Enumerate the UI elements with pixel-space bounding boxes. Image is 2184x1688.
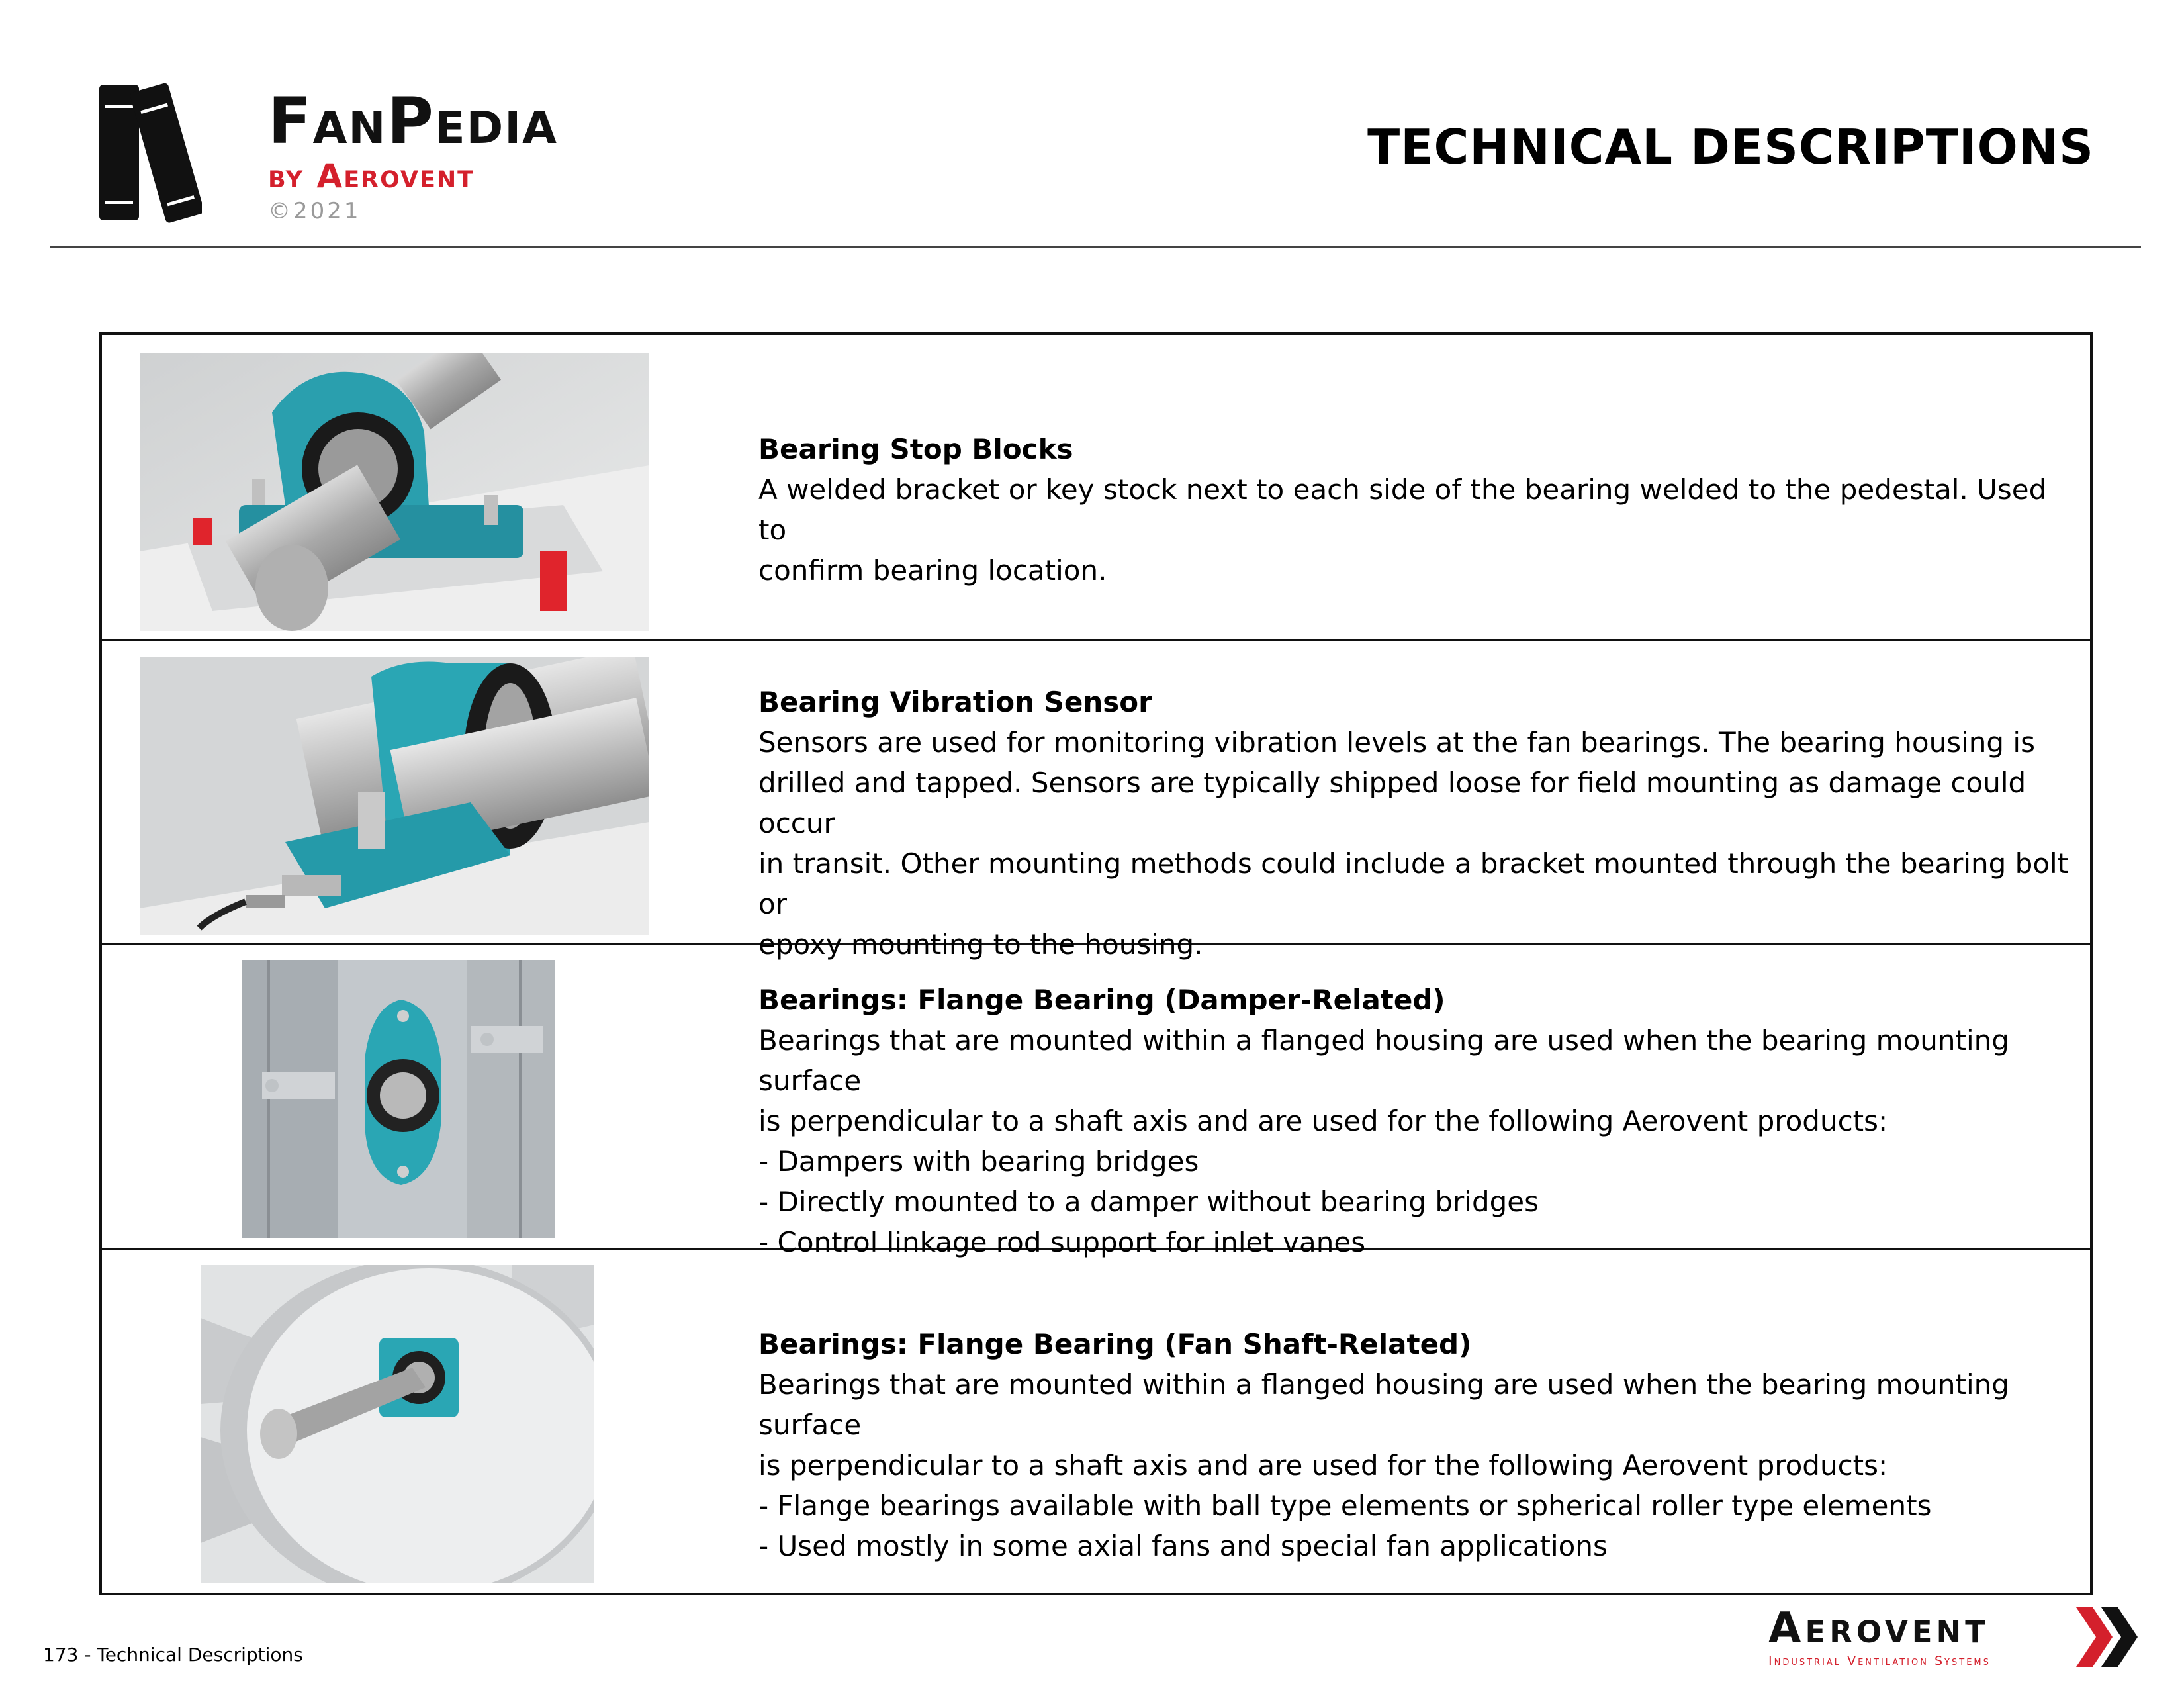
table-row (102, 1250, 2090, 1593)
brand-subtitle: by Aerovent (268, 157, 475, 195)
row-text-line: - Dampers with bearing bridges (758, 1145, 1199, 1178)
table-row (102, 641, 2090, 961)
row-description (758, 980, 2070, 1262)
table-row (102, 945, 2090, 1258)
row-text-line: Bearings that are mounted within a flanged housing are used when the bearing mounting surface (758, 1024, 2009, 1097)
row-title: Bearings: Flange Bearing (Damper-Related) (758, 984, 1445, 1016)
aerovent-logo-name: Aerovent (1768, 1604, 1989, 1653)
row-description (758, 1324, 2070, 1566)
header-divider (50, 246, 2141, 248)
row-text-line: - Control linkage rod support for inlet vanes (758, 1226, 1366, 1258)
aerovent-logo-tagline: Industrial Ventilation Systems (1768, 1654, 1991, 1668)
table-row (102, 335, 2090, 641)
bearing-vibration-sensor-image (140, 657, 649, 935)
row-text-line: epoxy mounting to the housing. (758, 928, 1203, 961)
row-text-line: Sensors are used for monitoring vibration levels at the fan bearings. The bearing housing is (758, 726, 2035, 759)
row-description (758, 682, 2070, 964)
page-number-label: 173 - Technical Descriptions (43, 1644, 303, 1665)
brand-copyright: ©2021 (268, 198, 361, 224)
bearing-stop-blocks-image (140, 353, 649, 631)
row-title: Bearings: Flange Bearing (Fan Shaft-Related) (758, 1328, 1472, 1360)
row-text-line: Bearings that are mounted within a flanged housing are used when the bearing mounting surface (758, 1368, 2009, 1441)
books-logo-icon (96, 78, 202, 224)
flange-bearing-damper-image (242, 960, 555, 1238)
row-title: Bearing Vibration Sensor (758, 686, 1152, 718)
aerovent-logo (1768, 1604, 2139, 1668)
row-text-line: - Flange bearings available with ball type elements or spherical roller type elements (758, 1489, 1932, 1522)
row-text-line: is perpendicular to a shaft axis and are used for the following Aerovent products: (758, 1105, 1888, 1137)
flange-bearing-fan-shaft-image (201, 1265, 594, 1583)
row-text-line: A welded bracket or key stock next to each side of the bearing welded to the pedestal. Used to (758, 473, 2047, 546)
brand-block (268, 84, 559, 224)
descriptions-table (99, 332, 2093, 1595)
row-text-line: is perpendicular to a shaft axis and are used for the following Aerovent products: (758, 1449, 1888, 1481)
row-text-line: - Directly mounted to a damper without bearing bridges (758, 1186, 1539, 1218)
chevron-right-icon (2076, 1607, 2139, 1667)
brand-name: FanPedia (268, 84, 559, 158)
row-text-line: - Used mostly in some axial fans and special fan applications (758, 1530, 1608, 1562)
row-description (758, 429, 2070, 590)
row-title: Bearing Stop Blocks (758, 433, 1073, 465)
row-text-line: in transit. Other mounting methods could include a bracket mounted through the bearing bolt or (758, 847, 2069, 920)
row-text-line: confirm bearing location. (758, 554, 1107, 586)
page-title: TECHNICAL DESCRIPTIONS (1367, 119, 2094, 175)
row-text-line: drilled and tapped. Sensors are typically shipped loose for field mounting as damage could occur (758, 767, 2026, 839)
